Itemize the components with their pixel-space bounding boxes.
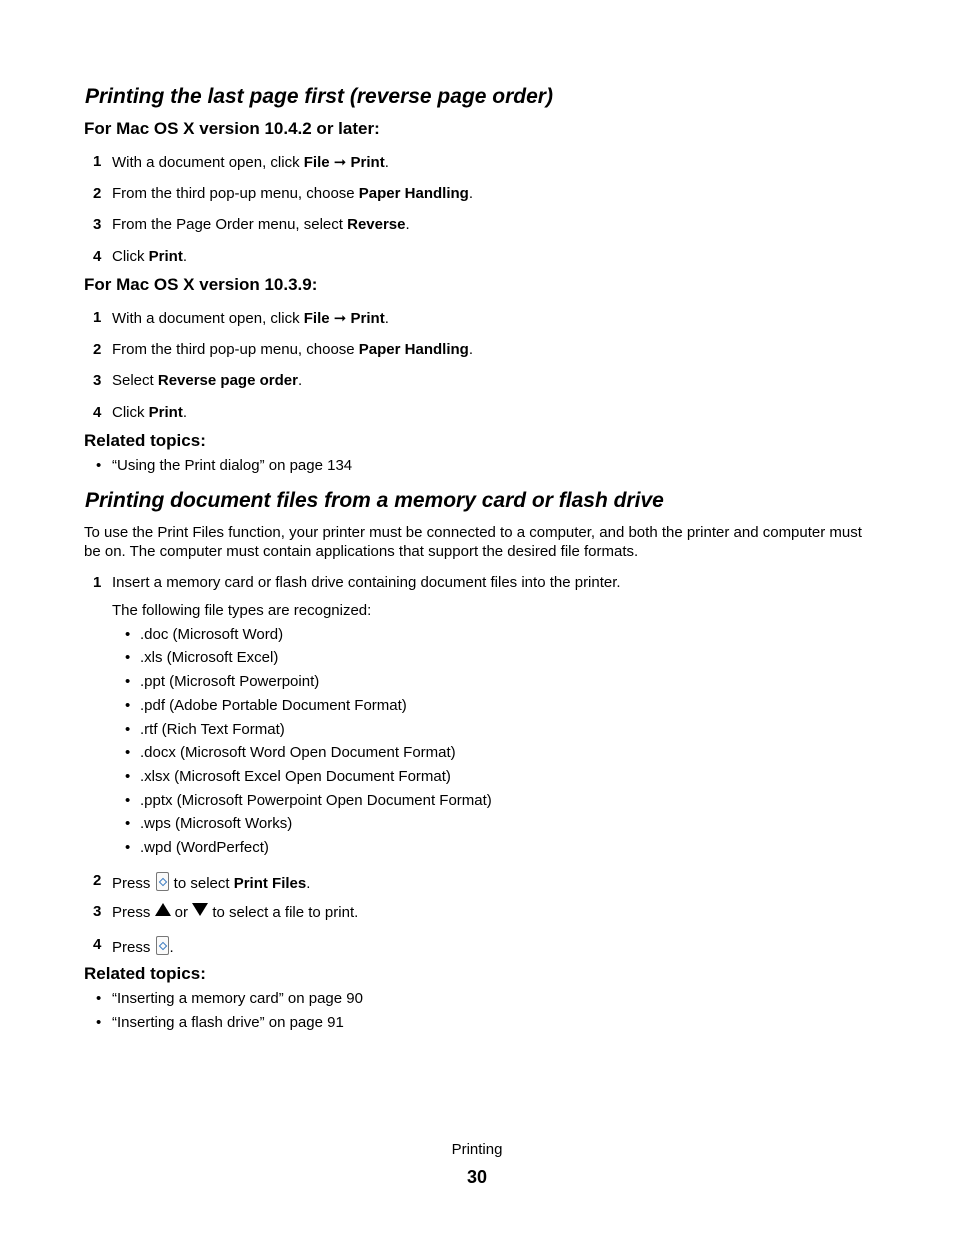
step-number: 4 [93,248,102,265]
step-text: Select Reverse page order. [112,372,303,389]
step-number: 2 [93,341,102,358]
step-number: 1 [93,153,102,170]
step-number: 3 [93,216,102,233]
step-number: 2 [93,185,102,202]
step-text: From the third pop-up menu, choose Paper Handling. [112,341,473,358]
step-text: Press to select Print Files. [112,872,310,892]
step-text: From the Page Order menu, select Reverse. [112,216,410,233]
arrow-right-icon: ➞ [333,310,347,327]
step-text: Click Print. [112,404,188,421]
step-text: From the third pop-up menu, choose Paper Handling. [112,185,473,202]
bullet: • [96,990,102,1007]
section-title-reverse-order: Printing the last page first (reverse page order) [85,85,553,108]
step-text: Press or to select a file to print. [112,904,359,921]
section-title-memory-card: Printing document files from a memory card or flash drive [85,489,664,512]
down-arrow-icon [192,903,208,916]
footer-section-label: Printing [451,1141,503,1158]
bullet: • [96,457,102,474]
step-number: 3 [93,372,102,389]
step-text: Click Print. [112,248,188,265]
related-topics-heading: Related topics: [84,964,206,983]
related-topics-heading: Related topics: [84,431,206,450]
step-text: With a document open, click File ➞ Print. [112,154,389,171]
page-number: 30 [466,1167,488,1187]
step-text: With a document open, click File ➞ Print. [112,310,389,327]
intro-paragraph: To use the Print Files function, your printer must be connected to a computer, and both the printer and computer must be on. The computer must contain applications that support the desired file formats. [84,524,862,560]
select-button-icon [156,936,169,955]
subheading-mac-1039: For Mac OS X version 10.3.9: [84,275,318,294]
document-page: Printing the last page first (reverse page order) For Mac OS X version 10.4.2 or later: 1 With a document open, click File ➞ Print. 2 From the third pop-up menu, choose Paper Handling. 3 From the Page Order menu, select Reverse. 4 Click Print. For Mac OS X version 10.3.9: 1 With a document open, click File ➞ Print. 2 From the third pop-up menu, choose Paper Handling. 3 Select Reverse page order. 4 Click Print. Related topics: • “Using the Print dialog” on page 134 Printing document files from a memory card or flash drive To use the Print Files function, your printer must be connected to a computer, and both the printer and computer must be on. The computer must contain applications that support the desired file formats. 1 Insert a memory card or flash drive containing document files into the printer. The following file types are recognized: • .doc (Microsoft Word) • .xls (Microsoft Excel) • .ppt (Microsoft Powerpoint) • .pdf (Adobe Portable Document Format) • .rtf (Rich Text Format) • .docx (Microsoft Word Open Document Format) • .xlsx (Microsoft Excel Open Document Format) • .pptx (Microsoft Powerpoint Open Document Format) • .wps (Microsoft Works) • .wpd (WordPerfect) 2 Press to select Print Files. 3 Press or to select a file to print. 4 Press . Related topics: • “Inserting a memory card” on page 90 • “Inserting a flash drive” on page 91 Printing 30 [0,0,954,1235]
step-number: 1 [93,309,102,326]
step-number: 1 [93,574,102,591]
step-number: 3 [93,903,102,920]
subheading-mac-1042: For Mac OS X version 10.4.2 or later: [84,119,380,138]
arrow-right-icon: ➞ [333,154,347,171]
step-number: 2 [93,872,102,889]
step-text: Press . [112,936,174,956]
step-text: Insert a memory card or flash drive containing document files into the printer. [112,574,621,591]
select-button-icon [156,872,169,891]
file-types-intro: The following file types are recognized: [112,602,372,619]
up-arrow-icon [155,903,171,916]
bullet: • [96,1014,102,1031]
step-number: 4 [93,936,102,953]
step-number: 4 [93,404,102,421]
